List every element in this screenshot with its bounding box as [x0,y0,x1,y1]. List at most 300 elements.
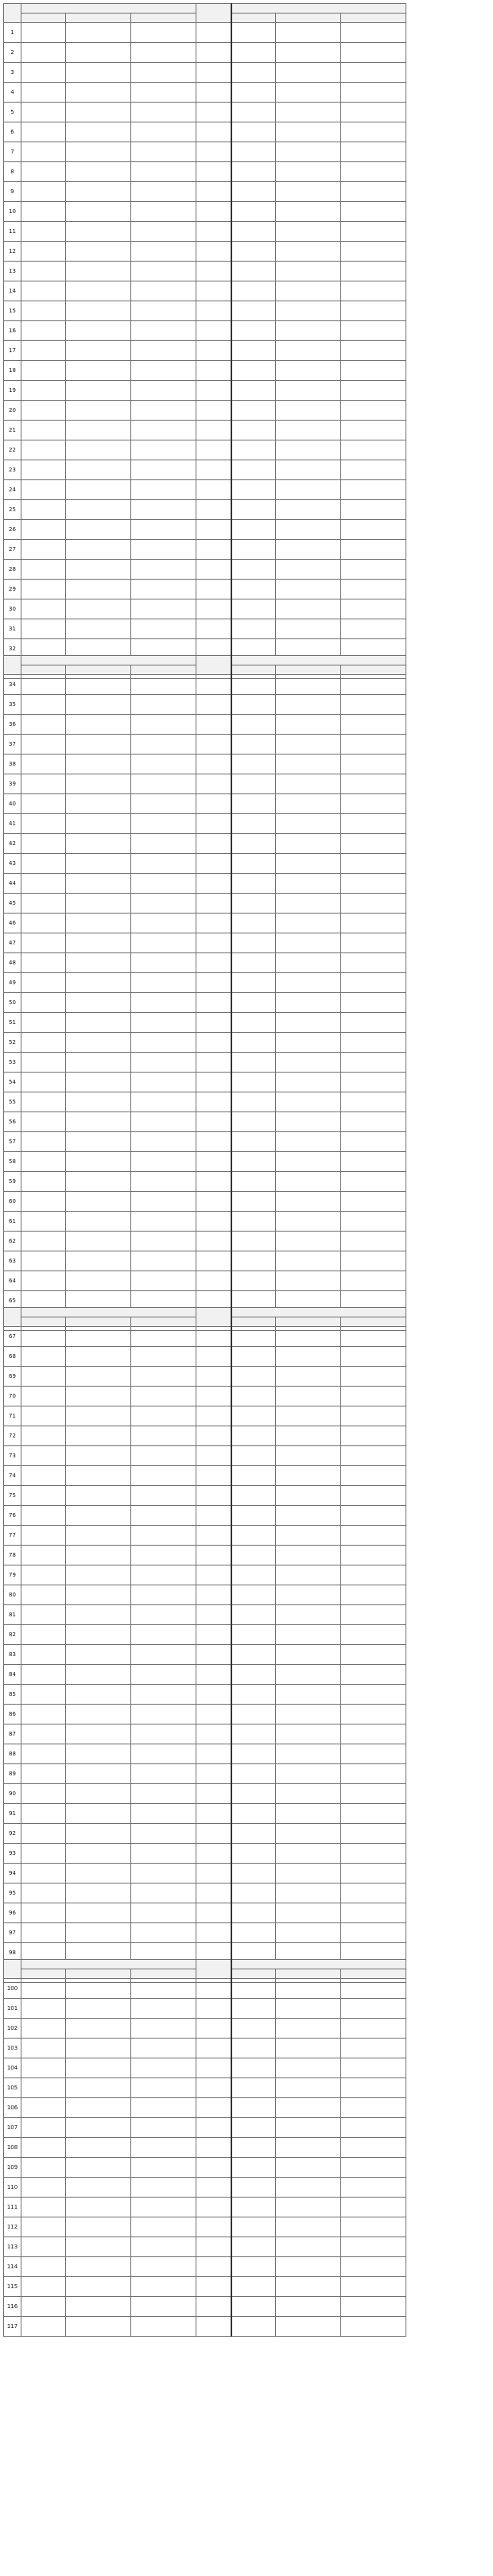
cell-name [196,774,231,794]
cell-name [196,1685,231,1705]
cell-name [196,1347,231,1367]
cell-rank [66,854,131,874]
cell-old-dept [231,973,276,993]
cell-old-rank [276,1979,341,1999]
cell-old-position [341,794,406,814]
table-row [4,1073,491,1092]
table-row [4,1327,491,1347]
table-row [4,2098,491,2118]
cell-no: 56 [4,1112,21,1132]
header-old-dept [231,1969,276,1979]
cell-dept [21,103,66,122]
cell-rank [66,1884,131,1903]
cell-old-position [341,1804,406,1824]
table-row [4,361,491,381]
cell-name [196,63,231,83]
cell-dept [21,695,66,715]
cell-position [131,281,196,301]
cell-old-dept [231,2297,276,2317]
cell-dept [21,755,66,774]
cell-name [196,695,231,715]
cell-old-position [341,361,406,381]
table-row [4,580,491,599]
cell-dept [21,182,66,202]
cell-rank [66,1625,131,1645]
header-group-new [21,656,196,665]
cell-position [131,301,196,321]
cell-name [196,735,231,755]
cell-rank [66,2198,131,2217]
cell-no: 21 [4,421,21,440]
cell-old-rank [276,1884,341,1903]
cell-position [131,1665,196,1685]
cell-old-dept [231,1251,276,1271]
cell-old-rank [276,1665,341,1685]
cell-rank [66,2317,131,2337]
cell-old-position [341,953,406,973]
cell-old-rank [276,2317,341,2337]
cell-dept [21,715,66,735]
cell-rank [66,2257,131,2277]
cell-name [196,222,231,242]
cell-old-rank [276,1506,341,1526]
cell-old-rank [276,1526,341,1546]
cell-old-rank [276,2178,341,2198]
cell-old-rank [276,1446,341,1466]
cell-dept [21,381,66,401]
cell-name [196,2158,231,2178]
table-row [4,973,491,993]
cell-old-dept [231,675,276,695]
cell-no: 117 [4,2317,21,2337]
cell-name [196,440,231,460]
cell-old-rank [276,1724,341,1744]
cell-rank [66,1251,131,1271]
cell-old-dept [231,103,276,122]
cell-old-rank [276,222,341,242]
cell-old-rank [276,1466,341,1486]
cell-old-dept [231,1903,276,1923]
cell-old-rank [276,1367,341,1387]
cell-dept [21,993,66,1013]
cell-name [196,1212,231,1232]
cell-old-position [341,1152,406,1172]
cell-position [131,162,196,182]
cell-rank [66,1073,131,1092]
cell-no: 80 [4,1585,21,1605]
cell-no: 31 [4,619,21,639]
header-group-old [231,4,406,14]
cell-name [196,1546,231,1565]
cell-old-rank [276,401,341,421]
table-row [4,1784,491,1804]
cell-dept [21,2198,66,2217]
cell-no: 64 [4,1271,21,1291]
cell-old-dept [231,222,276,242]
table-row [4,1406,491,1426]
cell-old-rank [276,1999,341,2019]
cell-position [131,874,196,894]
cell-name [196,1585,231,1605]
cell-no: 7 [4,142,21,162]
cell-no: 69 [4,1367,21,1387]
cell-no: 97 [4,1923,21,1943]
cell-old-dept [231,953,276,973]
cell-rank [66,814,131,834]
cell-dept [21,301,66,321]
cell-rank [66,301,131,321]
personnel-table [3,1959,491,2337]
header-dept [21,1969,66,1979]
cell-old-dept [231,43,276,63]
table-row [4,1192,491,1212]
cell-old-position [341,755,406,774]
cell-no: 52 [4,1033,21,1053]
cell-dept [21,1645,66,1665]
cell-position [131,1724,196,1744]
cell-position [131,2257,196,2277]
cell-dept [21,1685,66,1705]
cell-rank [66,599,131,619]
cell-position [131,1744,196,1764]
cell-name [196,500,231,520]
cell-position [131,242,196,262]
cell-position [131,715,196,735]
header-name [196,1308,231,1327]
cell-old-position [341,1844,406,1864]
cell-dept [21,560,66,580]
cell-old-position [341,222,406,242]
cell-name [196,1406,231,1426]
cell-old-position [341,1784,406,1804]
cell-rank [66,774,131,794]
cell-name [196,814,231,834]
cell-dept [21,2237,66,2257]
table-row [4,914,491,933]
cell-position [131,1705,196,1724]
header-old-dept [231,665,276,675]
cell-old-rank [276,1212,341,1232]
cell-rank [66,43,131,63]
cell-old-position [341,675,406,695]
table-row [4,2237,491,2257]
cell-dept [21,1232,66,1251]
cell-old-dept [231,1347,276,1367]
cell-dept [21,1172,66,1192]
cell-old-position [341,162,406,182]
cell-position [131,1585,196,1605]
cell-old-dept [231,1546,276,1565]
cell-old-rank [276,2277,341,2297]
cell-old-dept [231,1824,276,1844]
cell-dept [21,23,66,43]
cell-no: 73 [4,1446,21,1466]
cell-no: 5 [4,103,21,122]
cell-position [131,1506,196,1526]
cell-rank [66,63,131,83]
cell-name [196,953,231,973]
cell-old-dept [231,1784,276,1804]
cell-old-position [341,520,406,540]
cell-no: 26 [4,520,21,540]
table-row [4,1152,491,1172]
cell-old-position [341,1605,406,1625]
cell-name [196,675,231,695]
table-row [4,560,491,580]
cell-old-rank [276,1172,341,1192]
cell-old-position [341,1033,406,1053]
cell-dept [21,914,66,933]
table-row [4,182,491,202]
cell-no: 63 [4,1251,21,1271]
cell-no: 40 [4,794,21,814]
cell-position [131,1367,196,1387]
cell-dept [21,1271,66,1291]
table-row [4,1112,491,1132]
cell-old-rank [276,735,341,755]
table-row [4,23,491,43]
cell-rank [66,1033,131,1053]
cell-old-rank [276,2019,341,2039]
cell-old-position [341,735,406,755]
table-row [4,2118,491,2138]
cell-old-position [341,1073,406,1092]
cell-old-rank [276,1406,341,1426]
cell-old-rank [276,2237,341,2257]
cell-rank [66,2217,131,2237]
cell-old-rank [276,973,341,993]
cell-rank [66,2138,131,2158]
cell-position [131,2317,196,2337]
cell-rank [66,1844,131,1864]
cell-dept [21,341,66,361]
cell-old-dept [231,1565,276,1585]
cell-name [196,2058,231,2078]
cell-old-dept [231,2198,276,2217]
cell-rank [66,2178,131,2198]
cell-old-rank [276,1347,341,1367]
cell-position [131,1605,196,1625]
header-dept [21,14,66,23]
table-row [4,1884,491,1903]
cell-dept [21,953,66,973]
cell-position [131,2058,196,2078]
cell-name [196,933,231,953]
cell-old-dept [231,1466,276,1486]
cell-old-rank [276,242,341,262]
cell-old-dept [231,2058,276,2078]
cell-position [131,1013,196,1033]
cell-name [196,401,231,421]
cell-rank [66,1466,131,1486]
cell-old-dept [231,401,276,421]
cell-rank [66,182,131,202]
cell-rank [66,103,131,122]
cell-old-rank [276,1645,341,1665]
cell-old-rank [276,933,341,953]
cell-position [131,1347,196,1367]
cell-dept [21,520,66,540]
cell-name [196,599,231,619]
cell-name [196,281,231,301]
cell-name [196,560,231,580]
cell-old-dept [231,1665,276,1685]
cell-name [196,1844,231,1864]
cell-old-rank [276,1327,341,1347]
cell-old-rank [276,1387,341,1406]
cell-name [196,2237,231,2257]
cell-no: 65 [4,1291,21,1311]
page-3 [3,1307,490,1983]
cell-old-position [341,301,406,321]
cell-old-rank [276,63,341,83]
cell-dept [21,1724,66,1744]
cell-dept [21,834,66,854]
cell-old-dept [231,1645,276,1665]
cell-old-position [341,401,406,421]
cell-old-position [341,1625,406,1645]
cell-old-rank [276,1565,341,1585]
table-row [4,2138,491,2158]
cell-position [131,1923,196,1943]
header-rank [66,14,131,23]
cell-dept [21,321,66,341]
cell-rank [66,735,131,755]
cell-old-rank [276,281,341,301]
cell-old-position [341,1665,406,1685]
cell-dept [21,619,66,639]
cell-no: 4 [4,83,21,103]
cell-old-dept [231,1526,276,1546]
cell-old-dept [231,2158,276,2178]
cell-position [131,2297,196,2317]
cell-rank [66,1013,131,1033]
cell-position [131,695,196,715]
cell-rank [66,2118,131,2138]
cell-name [196,122,231,142]
cell-position [131,794,196,814]
cell-old-dept [231,874,276,894]
cell-old-dept [231,281,276,301]
cell-name [196,755,231,774]
cell-old-position [341,1367,406,1387]
cell-no: 68 [4,1347,21,1367]
table-row [4,281,491,301]
cell-old-dept [231,1013,276,1033]
cell-rank [66,2237,131,2257]
cell-rank [66,1999,131,2019]
cell-dept [21,1903,66,1923]
table-row [4,675,491,695]
cell-position [131,2019,196,2039]
table-row [4,1605,491,1625]
cell-no: 108 [4,2138,21,2158]
cell-name [196,1999,231,2019]
cell-old-rank [276,321,341,341]
cell-old-position [341,23,406,43]
cell-rank [66,440,131,460]
cell-rank [66,520,131,540]
cell-old-position [341,202,406,222]
cell-old-dept [231,2257,276,2277]
cell-old-rank [276,1705,341,1724]
cell-no: 88 [4,1744,21,1764]
cell-old-rank [276,993,341,1013]
cell-old-dept [231,834,276,854]
table-row [4,2297,491,2317]
cell-old-position [341,1923,406,1943]
cell-dept [21,440,66,460]
header-old-position [341,14,406,23]
cell-position [131,1466,196,1486]
cell-position [131,993,196,1013]
cell-old-position [341,1744,406,1764]
cell-old-dept [231,1406,276,1426]
cell-name [196,834,231,854]
cell-name [196,2178,231,2198]
cell-old-position [341,1132,406,1152]
cell-old-rank [276,1844,341,1864]
cell-dept [21,1092,66,1112]
cell-position [131,1192,196,1212]
cell-old-rank [276,1251,341,1271]
header-old-position [341,1969,406,1979]
cell-old-position [341,281,406,301]
cell-old-dept [231,933,276,953]
cell-old-position [341,1406,406,1426]
cell-old-dept [231,2098,276,2118]
cell-position [131,381,196,401]
cell-old-position [341,1192,406,1212]
cell-old-rank [276,2297,341,2317]
cell-old-dept [231,83,276,103]
cell-old-position [341,2277,406,2297]
table-row [4,874,491,894]
table-row [4,1092,491,1112]
cell-rank [66,1585,131,1605]
cell-old-position [341,1053,406,1073]
cell-no: 34 [4,675,21,695]
cell-old-position [341,2098,406,2118]
cell-rank [66,1605,131,1625]
header-group-new [21,4,196,14]
cell-position [131,580,196,599]
cell-dept [21,1565,66,1585]
cell-dept [21,1764,66,1784]
cell-no: 83 [4,1645,21,1665]
cell-dept [21,1426,66,1446]
table-row [4,2217,491,2237]
cell-old-rank [276,854,341,874]
cell-old-position [341,2019,406,2039]
cell-position [131,1864,196,1884]
cell-old-position [341,1426,406,1446]
cell-no: 78 [4,1546,21,1565]
cell-name [196,2138,231,2158]
table-row [4,1367,491,1387]
cell-no: 106 [4,2098,21,2118]
cell-dept [21,162,66,182]
cell-name [196,2257,231,2277]
cell-no: 55 [4,1092,21,1112]
cell-old-rank [276,874,341,894]
cell-no: 60 [4,1192,21,1212]
cell-old-position [341,1546,406,1565]
cell-position [131,2277,196,2297]
cell-rank [66,341,131,361]
cell-dept [21,421,66,440]
cell-old-position [341,1172,406,1192]
